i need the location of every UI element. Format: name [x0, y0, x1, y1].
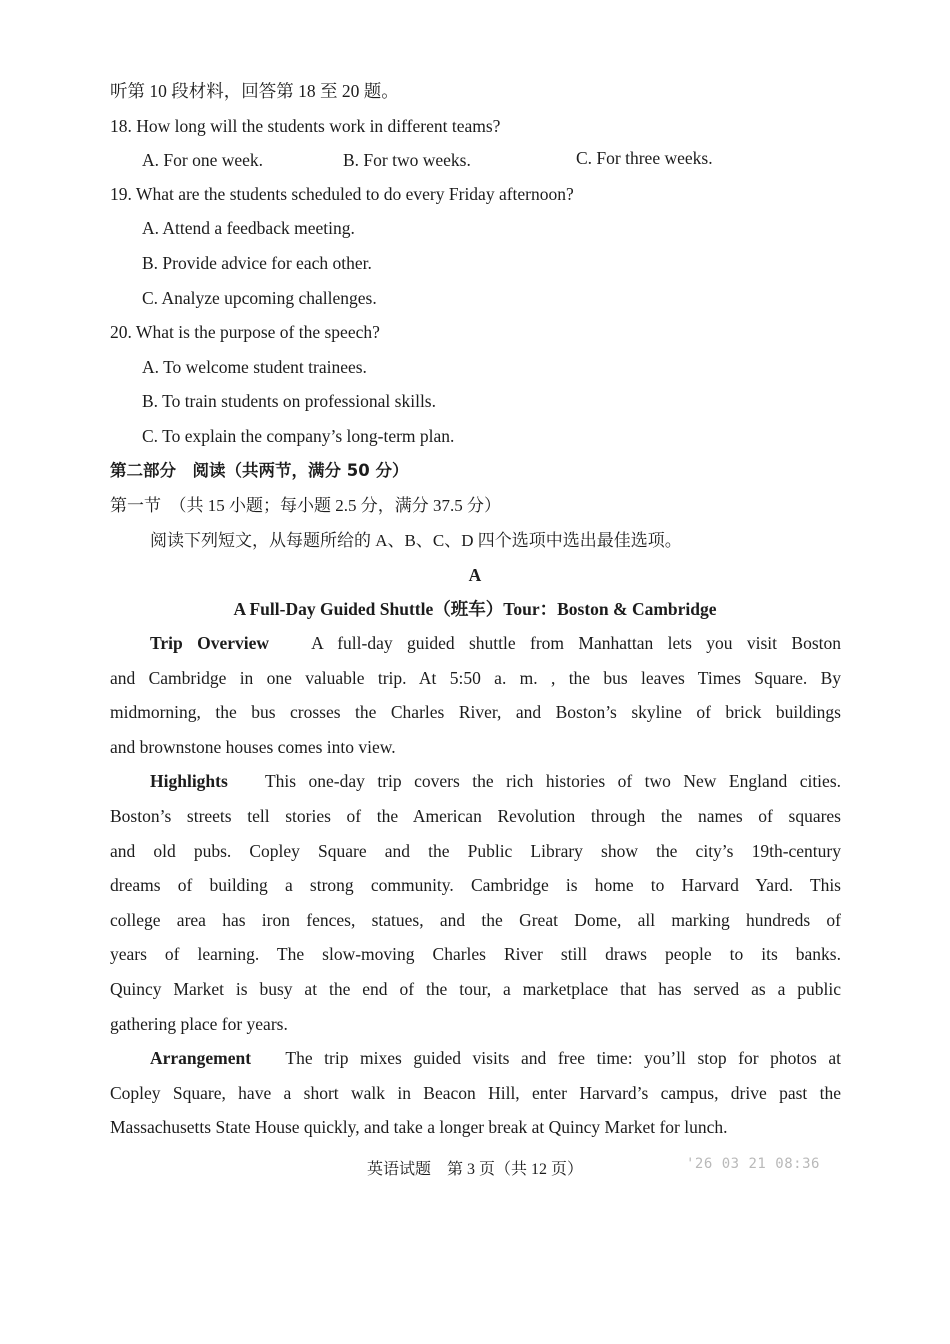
paragraph-line: dreams of building a strong community. Cambridge is home to Harvard Yard. This	[110, 875, 841, 895]
highlights-label: Highlights	[150, 771, 228, 791]
question-20-option-a: A. To welcome student trainees.	[142, 357, 367, 377]
line-text: The trip mixes guided visits and free time: you’ll stop for photos at	[285, 1048, 841, 1068]
paragraph-line	[110, 1046, 841, 1070]
paragraph-line	[110, 631, 841, 655]
question-20-option-b: B. To train students on professional skills.	[142, 391, 436, 411]
question-19-stem: 19. What are the students scheduled to do every Friday afternoon?	[110, 184, 574, 204]
paragraph-line: and Cambridge in one valuable trip. At 5:50 a. m. , the bus leaves Times Square. By	[110, 668, 841, 688]
question-20-stem: 20. What is the purpose of the speech?	[110, 322, 380, 342]
paragraph-line: and old pubs. Copley Square and the Public Library show the city’s 19th-century	[110, 841, 841, 861]
question-18-option-a: A. For one week.	[142, 150, 264, 170]
trip-overview-label: Trip Overview	[150, 633, 270, 653]
paragraph-line: Quincy Market is busy at the end of the tour, a marketplace that has served as a public	[110, 979, 841, 999]
line-text: This one-day trip covers the rich histories of two New England cities.	[264, 771, 842, 791]
paragraph-line: college area has iron fences, statues, and the Great Dome, all marking hundreds of	[110, 910, 841, 930]
passage-letter: A	[468, 565, 482, 585]
arrangement-label: Arrangement	[150, 1048, 252, 1068]
passage-title: A Full-Day Guided Shuttle（班车）Tour：Boston & Cambridge	[233, 599, 717, 619]
question-19-option-c: C. Analyze upcoming challenges.	[142, 288, 377, 308]
timestamp-watermark: '26 03 21 08:36	[686, 1156, 820, 1172]
question-20-option-c: C. To explain the company’s long-term plan.	[142, 426, 455, 446]
paragraph-line: midmorning, the bus crosses the Charles River, and Boston’s skyline of brick buildings	[110, 702, 841, 722]
question-19-option-b: B. Provide advice for each other.	[142, 253, 372, 273]
paragraph-line	[110, 769, 841, 793]
question-19-option-a: A. Attend a feedback meeting.	[142, 218, 355, 238]
paragraph-line: Boston’s streets tell stories of the American Revolution through the names of squares	[110, 806, 841, 826]
paragraph-line: and brownstone houses comes into view.	[110, 737, 396, 757]
line-text: A full-day guided shuttle from Manhattan lets you visit Boston	[311, 633, 841, 653]
paragraph-line: Massachusetts State House quickly, and take a longer break at Quincy Market for lunch.	[110, 1117, 728, 1137]
page-footer: 英语试题 第 3 页（共 12 页）	[366, 1161, 583, 1178]
part2-heading: 第二部分 阅读（共两节，满分 50 分）	[110, 461, 409, 480]
question-18-option-b: B. For two weeks.	[343, 150, 471, 170]
paragraph-line: Copley Square, have a short walk in Beacon Hill, enter Harvard’s campus, drive past the	[110, 1083, 841, 1103]
paragraph-line: years of learning. The slow-moving Charles River still draws people to its banks.	[110, 944, 841, 964]
question-18-option-c: C. For three weeks.	[576, 148, 713, 168]
section1-heading: 第一节 （共 15 小题；每小题 2.5 分，满分 37.5 分）	[110, 496, 501, 515]
reading-instruction: 阅读下列短文，从每题所给的 A、B、C、D 四个选项中选出最佳选项。	[150, 531, 682, 550]
listening-intro: 听第 10 段材料，回答第 18 至 20 题。	[110, 81, 399, 101]
paragraph-line: gathering place for years.	[110, 1014, 288, 1034]
question-18-stem: 18. How long will the students work in different teams?	[110, 116, 501, 136]
